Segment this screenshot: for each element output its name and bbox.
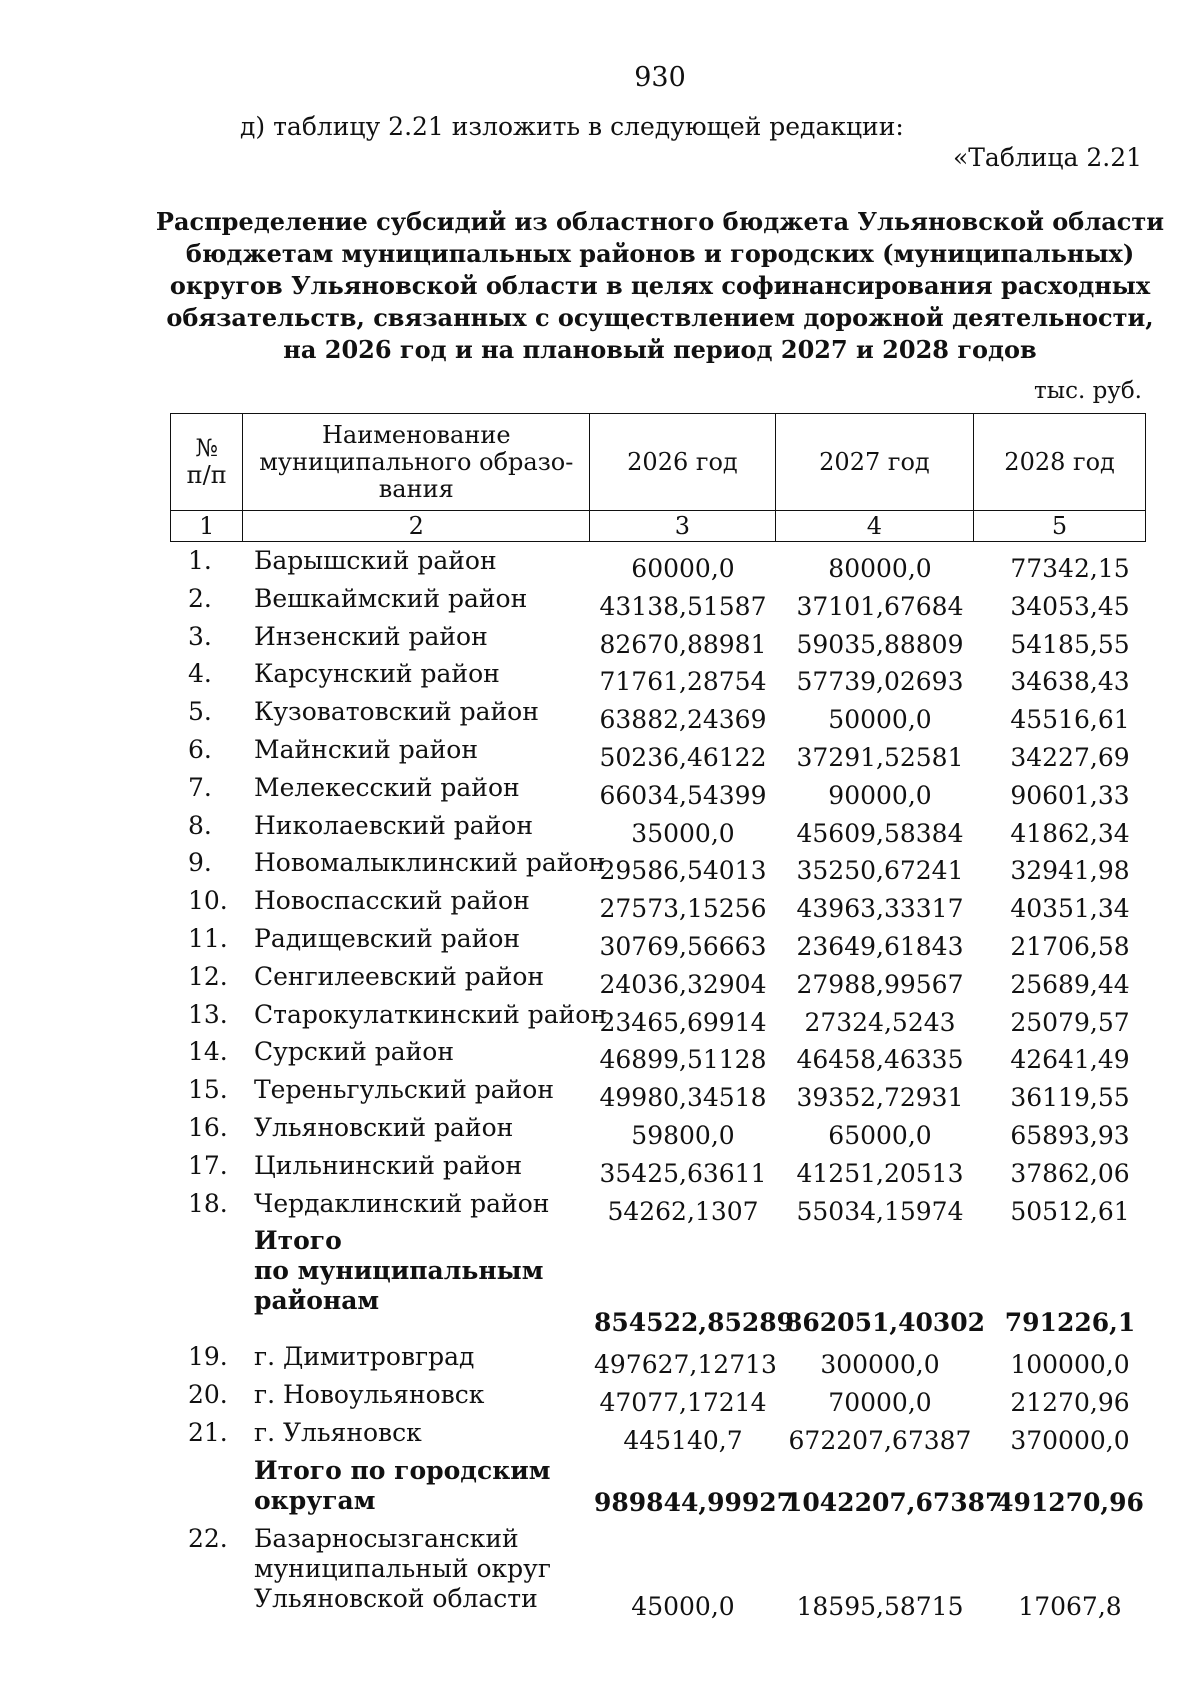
value-2026: 43138,51587 (599, 591, 767, 621)
value-2026: 989844,99927 (594, 1487, 795, 1517)
value-2028: 65893,93 (1010, 1120, 1130, 1150)
value-2027: 70000,0 (828, 1388, 932, 1418)
value-2028: 45516,61 (1010, 705, 1130, 735)
value-2027: 23649,61843 (796, 931, 964, 961)
value-2027: 43963,33317 (796, 894, 964, 924)
table-row (0, 1151, 1200, 1189)
title-line: Распределение субсидий из областного бюджета Ульяновской области (155, 207, 1165, 236)
column-number: 1 (171, 511, 243, 542)
value-2027: 50000,0 (828, 705, 932, 735)
value-2026: 54262,1307 (607, 1196, 759, 1226)
row-name: Николаевский район (254, 810, 533, 840)
title-line: обязательств, связанных с осуществлением дорожной деятельности, (166, 303, 1154, 332)
value-2026: 46899,51128 (599, 1045, 767, 1075)
value-2026: 27573,15256 (599, 894, 767, 924)
title-line: округов Ульяновской области в целях софинансирования расходных (169, 271, 1151, 300)
header-2026: 2026 год (590, 414, 776, 511)
table-row (0, 1342, 1200, 1380)
value-2028: 100000,0 (1010, 1350, 1130, 1380)
table-row (0, 735, 1200, 773)
value-2026: 854522,85289 (594, 1308, 795, 1338)
total-cities-row (0, 1456, 1200, 1524)
header-2027: 2027 год (775, 414, 973, 511)
row-name: г. Новоульяновск (254, 1380, 485, 1410)
value-2028: 40351,34 (1010, 894, 1130, 924)
value-2028: 36119,55 (1010, 1083, 1130, 1113)
value-2027: 41251,20513 (796, 1158, 964, 1188)
value-2027: 672207,67387 (788, 1425, 972, 1455)
row-number: 3. (188, 621, 212, 651)
value-2026: 63882,24369 (599, 705, 767, 735)
value-2028: 90601,33 (1010, 780, 1130, 810)
value-2026: 24036,32904 (599, 969, 767, 999)
row-name: Радищевский район (254, 923, 521, 953)
value-2026: 47077,17214 (599, 1388, 767, 1418)
value-2026: 49980,34518 (599, 1083, 767, 1113)
row-name: Майнский район (254, 734, 479, 764)
row-name: Мелекесский район (254, 772, 520, 802)
table-row (0, 1037, 1200, 1075)
table-row (0, 886, 1200, 924)
value-2028: 17067,8 (1018, 1591, 1122, 1621)
row-number: 4. (188, 659, 212, 689)
row-name: г. Димитровград (254, 1342, 475, 1372)
row-number: 9. (188, 848, 212, 878)
table-row (0, 697, 1200, 735)
value-2027: 862051,40302 (785, 1308, 986, 1338)
value-2027: 65000,0 (828, 1120, 932, 1150)
value-2027: 46458,46335 (796, 1045, 964, 1075)
value-2027: 27324,5243 (804, 1007, 956, 1037)
table-row (0, 962, 1200, 1000)
table-row (0, 584, 1200, 622)
value-2027: 45609,58384 (796, 818, 964, 848)
header-number: № п/п (171, 414, 243, 511)
value-2028: 42641,49 (1010, 1045, 1130, 1075)
table-row (0, 1189, 1200, 1227)
row-number: 18. (188, 1188, 228, 1218)
row-number: 11. (188, 923, 228, 953)
row-number: 7. (188, 772, 212, 802)
units-label: тыс. руб. (1034, 378, 1142, 404)
table-row (0, 1380, 1200, 1418)
row-number: 12. (188, 961, 228, 991)
value-2026: 60000,0 (631, 554, 735, 583)
value-2026: 59800,0 (631, 1120, 735, 1150)
value-2026: 497627,12713 (594, 1350, 777, 1380)
row-name: Новоспасский район (254, 886, 530, 916)
value-2026: 82670,88981 (599, 629, 767, 659)
value-2028: 21270,96 (1010, 1388, 1130, 1418)
row-number: 13. (188, 999, 228, 1029)
table-row (0, 1075, 1200, 1113)
header-row (171, 414, 1146, 511)
intro-text: д) таблицу 2.21 изложить в следующей редакции: (240, 112, 904, 141)
row-number: 16. (188, 1112, 228, 1142)
row-number: 8. (188, 810, 212, 840)
value-2027: 18595,58715 (796, 1591, 964, 1621)
row-number: 1. (188, 546, 212, 575)
value-2028: 25689,44 (1010, 969, 1130, 999)
table-row (0, 773, 1200, 811)
value-2027: 27988,99567 (796, 969, 964, 999)
value-2027: 37101,67684 (796, 591, 964, 621)
row-name: Цильнинский район (254, 1150, 523, 1180)
value-2028: 54185,55 (1010, 629, 1130, 659)
row-number: 10. (188, 886, 228, 916)
row-number: 19. (188, 1342, 228, 1372)
value-2027: 80000,0 (828, 554, 932, 583)
row-number: 15. (188, 1075, 228, 1105)
row-name: Итого по городским округам (254, 1455, 551, 1515)
value-2028: 34053,45 (1010, 591, 1130, 621)
value-2028: 370000,0 (1010, 1425, 1130, 1455)
value-2026: 50236,46122 (599, 742, 767, 772)
total-districts-row (0, 1226, 1200, 1342)
row-name: Новомалыклинский район (254, 848, 606, 878)
table-body (0, 546, 1200, 1636)
document-title (150, 206, 1170, 366)
value-2027: 39352,72931 (796, 1083, 964, 1113)
row-name: Старокулаткинский район (254, 999, 608, 1029)
table-row (0, 1524, 1200, 1636)
value-2028: 77342,15 (1010, 554, 1130, 583)
value-2026: 35425,63611 (599, 1158, 767, 1188)
value-2028: 41862,34 (1010, 818, 1130, 848)
row-number: 22. (188, 1523, 228, 1553)
value-2028: 37862,06 (1010, 1158, 1130, 1188)
row-name: Сенгилеевский район (254, 961, 545, 991)
row-number: 17. (188, 1150, 228, 1180)
value-2028: 21706,58 (1010, 931, 1130, 961)
title-line: бюджетам муниципальных районов и городских (муниципальных) (185, 239, 1135, 268)
value-2027: 59035,88809 (796, 629, 964, 659)
value-2028: 34227,69 (1010, 742, 1130, 772)
row-name: Базарносызганский муниципальный округ Ульяновской области (254, 1523, 551, 1613)
row-number: 6. (188, 734, 212, 764)
table-row (0, 1113, 1200, 1151)
table-row (0, 1418, 1200, 1456)
value-2026: 445140,7 (623, 1425, 743, 1455)
row-name: Чердаклинский район (254, 1188, 550, 1218)
header-name: Наименование муниципального образо- вания (243, 414, 590, 511)
value-2026: 45000,0 (631, 1591, 735, 1621)
value-2027: 35250,67241 (796, 856, 964, 886)
column-numbers-row (171, 511, 1146, 542)
table-header (170, 413, 1146, 542)
table-row (0, 848, 1200, 886)
row-name: Карсунский район (254, 659, 500, 689)
table-row (0, 659, 1200, 697)
value-2027: 57739,02693 (796, 667, 964, 697)
value-2026: 29586,54013 (599, 856, 767, 886)
table-row (0, 811, 1200, 849)
value-2027: 90000,0 (828, 780, 932, 810)
value-2026: 23465,69914 (599, 1007, 767, 1037)
row-number: 14. (188, 1037, 228, 1067)
value-2028: 25079,57 (1010, 1007, 1130, 1037)
value-2028: 50512,61 (1010, 1196, 1130, 1226)
value-2026: 30769,56663 (599, 931, 767, 961)
table-caption: «Таблица 2.21 (952, 143, 1142, 172)
value-2028: 791226,1 (1004, 1308, 1136, 1338)
table-row (0, 1000, 1200, 1038)
row-name: Барышский район (254, 546, 497, 575)
table-row (0, 924, 1200, 962)
row-name: г. Ульяновск (254, 1417, 422, 1447)
value-2027: 300000,0 (820, 1350, 940, 1380)
value-2028: 34638,43 (1010, 667, 1130, 697)
title-line: на 2026 год и на плановый период 2027 и 2028 годов (283, 335, 1037, 364)
table-row (0, 622, 1200, 660)
column-number: 3 (590, 511, 776, 542)
row-name: Вешкаймский район (254, 583, 528, 613)
row-name: Ульяновский район (254, 1112, 514, 1142)
row-name: Инзенский район (254, 621, 488, 651)
value-2027: 55034,15974 (796, 1196, 964, 1226)
row-number: 21. (188, 1417, 228, 1447)
column-number: 2 (243, 511, 590, 542)
row-number: 2. (188, 583, 212, 613)
header-2028: 2028 год (974, 414, 1146, 511)
row-name: Тереньгульский район (254, 1075, 555, 1105)
row-number: 20. (188, 1380, 228, 1410)
table-row (0, 546, 1200, 584)
value-2027: 37291,52581 (796, 742, 964, 772)
row-name: Кузоватовский район (254, 697, 539, 727)
column-number: 4 (775, 511, 973, 542)
value-2026: 71761,28754 (599, 667, 767, 697)
value-2028: 32941,98 (1010, 856, 1130, 886)
value-2028: 491270,96 (996, 1487, 1144, 1517)
row-number: 5. (188, 697, 212, 727)
row-name: Итого по муниципальным районам (254, 1226, 544, 1316)
row-name: Сурский район (254, 1037, 455, 1067)
value-2027: 1042207,67387 (785, 1487, 1003, 1517)
value-2026: 35000,0 (631, 818, 735, 848)
page-number: 930 (634, 62, 686, 93)
value-2026: 66034,54399 (599, 780, 767, 810)
column-number: 5 (974, 511, 1146, 542)
